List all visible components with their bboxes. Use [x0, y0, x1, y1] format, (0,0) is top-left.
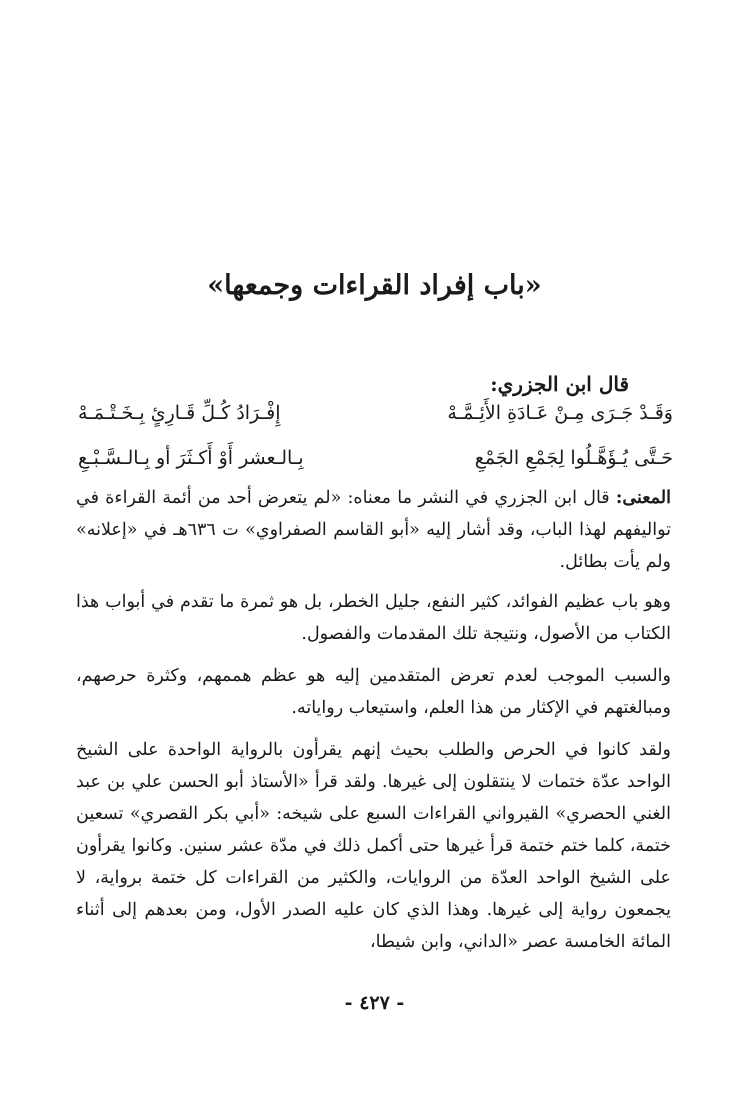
verse-first-hemistich: وَقَـدْ جَـرَى مِـنْ عَـادَةِ الأَئِـمَّـهْ [447, 402, 673, 424]
paragraph-text: وهو باب عظيم الفوائد، كثير النفع، جليل الخطر، بل هو ثمرة ما تقدم في أبواب هذا الكتاب من الأصول، ونتيجة تلك المقدمات والفصول. [76, 592, 671, 644]
paragraph-text: ولقد كانوا في الحرص والطلب بحيث إنهم يقرأون بالرواية الواحدة على الشيخ الواحد عدّة ختمات لا ينتقلون إلى غيرها. ولقد قرأ «الأستاذ أبو الحسن علي بن عبد الغني الحصري» القيرواني القراءات السبع على شيخه: «أبي بكر القصري» تسعين ختمة، كلما ختم ختمة قرأ غيرها حتى أكمل ذلك في مدّة عشر سنين. وكانوا يقرأون على الشيخ الواحد العدّة من الروايات، والكثير من القراءات كل ختمة برواية، لا يجمعون رواية إلى غيرها. وهذا الذي كان عليه الصدر الأول، ومن بعدهم إلى أثناء المائة الخامسة عصر «الداني، وابن شيطا، [76, 740, 671, 952]
paragraph-text: والسبب الموجب لعدم تعرض المتقدمين إليه هو عظم هممهم، وكثرة حرصهم، ومبالغتهم في الإكثار من هذا العلم، واستيعاب رواياته. [76, 666, 671, 718]
paragraph [76, 660, 671, 724]
verse-first-hemistich: حَـتَّى يُـؤَهَّـلُوا لِجَمْعِ الجَمْعِ [474, 447, 673, 469]
paragraph [76, 482, 671, 578]
page-number: - ٤٢٧ - [344, 992, 405, 1014]
chapter-title: «باب إفراد القراءات وجمعها» [207, 270, 542, 301]
verse-second-hemistich: إِفْـرَادُ كُـلِّ قَـارِئٍ بِـخَـتْـمَـهْ [78, 402, 281, 424]
poem-intro: قال ابن الجزري: [490, 372, 629, 396]
verse-line [78, 402, 673, 436]
paragraph [76, 586, 671, 650]
paragraph-lead-word: المعنى: [615, 488, 671, 508]
paragraph [76, 734, 671, 958]
paragraph-text: قال ابن الجزري في النشر ما معناه: «لم يتعرض أحد من أئمة القراءة في تواليفهم لهذا الباب، وقد أشار إليه «أبو القاسم الصفراوي» ت ٦٣٦هـ في «إعلانه» ولم يأت بطائل. [76, 488, 671, 572]
verse-line [78, 447, 673, 481]
verse-second-hemistich: بِـالـعشر أَوْ أَكـثَرَ أو بِـالـسَّـبْـعِ [78, 447, 304, 469]
